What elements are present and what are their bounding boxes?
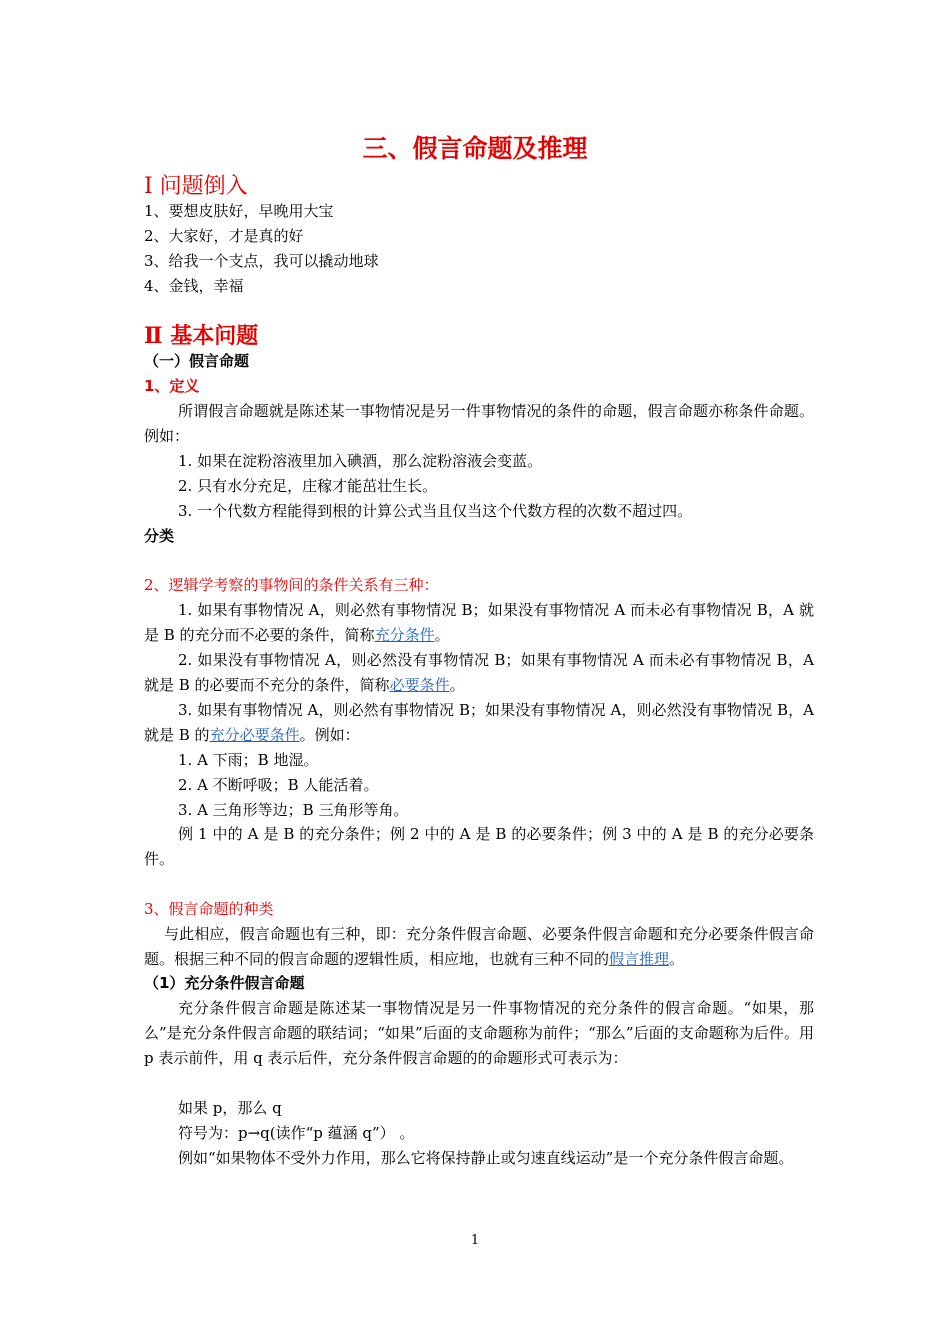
- example-item: 2. 只有水分充足，庄稼才能茁壮生长。: [178, 477, 438, 495]
- list-item: 1、要想皮肤好，早晚用大宝: [144, 202, 334, 220]
- sufficient-condition-link[interactable]: 充分条件: [374, 626, 435, 644]
- relation-text: 3. 如果有事物情况 A，则必然有事物情况 B；如果没有事物情况 A，则必然没有事物情况 B，A 就是 B 的: [144, 701, 814, 744]
- classification-label: 分类: [144, 527, 175, 545]
- kinds-heading: 3、假言命题的种类: [144, 900, 274, 918]
- proposition-form: 如果 p，那么 q: [178, 1099, 282, 1117]
- subsection-heading: （一）假言命题: [144, 352, 250, 370]
- punctuation: 。: [434, 626, 450, 644]
- relation-heading: 2、逻辑学考察的事物间的条件关系有三种：: [144, 576, 439, 594]
- case-item: 3. A 三角形等边；B 三角形等角。: [178, 801, 409, 819]
- proposition-symbol: 符号为：p→q(读作“p 蕴涵 q”） 。: [178, 1124, 415, 1142]
- case-item: 1. A 下雨；B 地湿。: [178, 751, 319, 769]
- hypothetical-inference-link[interactable]: 假言推理: [609, 950, 670, 968]
- kinds-paragraph: [144, 922, 814, 972]
- relation-paragraph-2: [144, 648, 814, 698]
- punctuation: 。: [669, 950, 685, 968]
- cases-summary: 例 1 中的 A 是 B 的充分条件；例 2 中的 A 是 B 的必要条件；例 3 中的 A 是 B 的充分必要条件。: [144, 825, 814, 868]
- list-item: 4、金钱，幸福: [144, 277, 244, 295]
- necessary-condition-link[interactable]: 必要条件: [389, 676, 450, 694]
- sufficient-condition-heading: （1）充分条件假言命题: [144, 974, 305, 992]
- page-title: 三、假言命题及推理: [362, 134, 588, 163]
- example-item: 1. 如果在淀粉溶液里加入碘酒，那么淀粉溶液会变蓝。: [178, 452, 543, 470]
- relation-text: 2. 如果没有事物情况 A，则必然没有事物情况 B；如果有事物情况 A 而未必有事物情况 B，A 就是 B 的必要而不充分的条件，简称: [144, 651, 814, 694]
- list-item: 2、大家好，才是真的好: [144, 227, 304, 245]
- definition-heading: 1、定义: [144, 377, 200, 395]
- sufficient-necessary-condition-link[interactable]: 充分必要条件: [209, 726, 300, 744]
- example-item: 3. 一个代数方程能得到根的计算公式当且仅当这个代数方程的次数不超过四。: [178, 502, 693, 520]
- example-paragraph: 例如“如果物体不受外力作用，那么它将保持静止或匀速直线运动”是一个充分条件假言命题。: [178, 1149, 794, 1167]
- relation-text: 1. 如果有事物情况 A，则必然有事物情况 B；如果没有事物情况 A 而未必有事物情况 B，A 就是 B 的充分而不必要的条件，简称: [144, 601, 814, 644]
- case-item: 2. A 不断呼吸；B 人能活着。: [178, 776, 379, 794]
- section-heading-2: Ⅱ 基本问题: [144, 323, 259, 349]
- relation-paragraph-3: [144, 698, 814, 748]
- list-item: 3、给我一个支点，我可以撬动地球: [144, 252, 379, 270]
- page-number: 1: [470, 1233, 480, 1248]
- kinds-text: 与此相应，假言命题也有三种，即：充分条件假言命题、必要条件假言命题和充分必要条件假言命题。根据三种不同的假言命题的逻辑性质，相应地，也就有三种不同的: [144, 925, 814, 968]
- relation-paragraph-1: [144, 598, 814, 648]
- definition-paragraph: 所谓假言命题就是陈述某一事物情况是另一件事物情况的条件的命题，假言命题亦称条件命题。例如：: [144, 402, 814, 445]
- sufficient-condition-paragraph: 充分条件假言命题是陈述某一事物情况是另一件事物情况的充分条件的假言命题。“如果，那么”是充分条件假言命题的联结词；“如果”后面的支命题称为前件；“那么”后面的支命题称为后件。用 p 表示前件，用 q 表示后件，充分条件假言命题的的命题形式可表示为：: [144, 999, 814, 1067]
- section-heading-1: Ⅰ 问题倒入: [144, 174, 248, 199]
- relation-text: 。例如：: [299, 726, 360, 744]
- punctuation: 。: [449, 676, 465, 694]
